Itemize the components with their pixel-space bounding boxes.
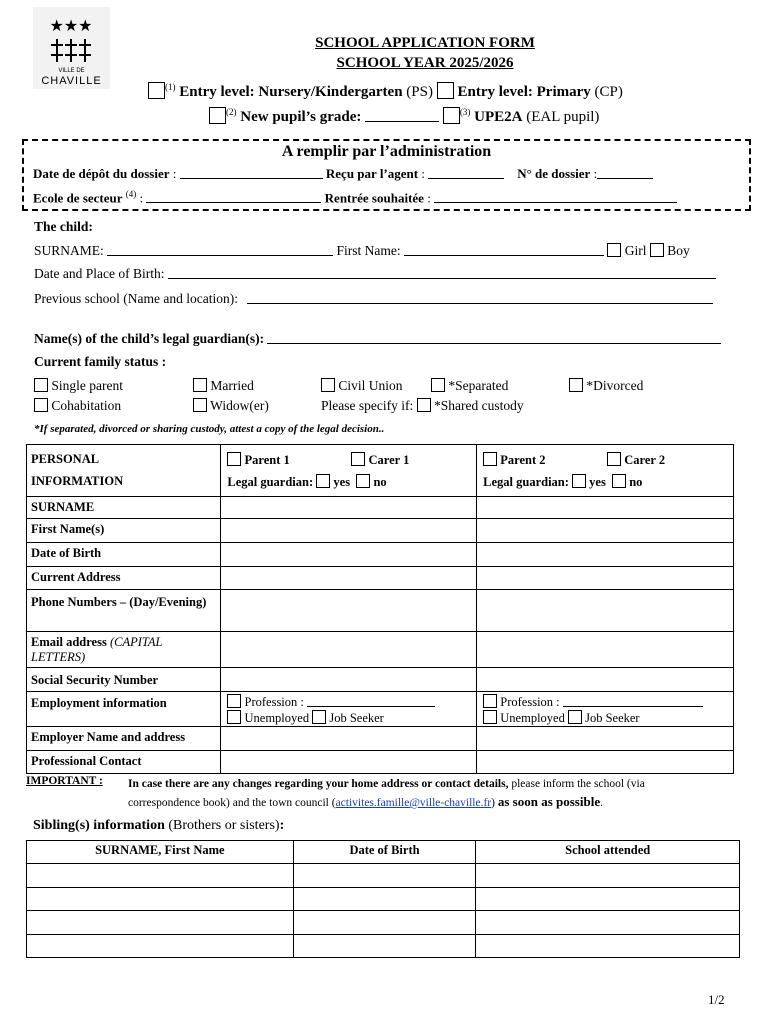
parent1-job-seeker-checkbox[interactable] [312,710,326,724]
carer2-label: Carer 2 [624,453,666,467]
married-label: Married [210,378,254,393]
numero-field[interactable] [597,178,653,179]
table-row [27,692,734,727]
footnote-4: (4) [125,189,137,199]
parent1-email-cell[interactable] [221,632,477,668]
parent2-first-names-cell[interactable] [477,519,734,543]
parent1-employer-cell[interactable] [221,727,477,751]
parent2-ssn-cell[interactable] [477,668,734,692]
divorced-label: *Divorced [586,378,644,393]
parent2-header [477,445,734,497]
civil-union-checkbox[interactable] [321,378,335,392]
boy-checkbox[interactable] [650,243,664,257]
child-name-row [34,243,690,259]
important-text3: ) [491,797,495,809]
footnote-2: (2) [226,107,237,117]
important-bold: In case there are any changes regarding your home address or contact details, [128,778,509,790]
entry-primary-label: Primary [536,84,591,100]
row-label-phones: Phone Numbers – (Day/Evening) [27,590,221,632]
legal-guardian-label: Legal guardian: [483,475,569,489]
yes-label: yes [333,475,351,489]
child-surname-label: SURNAME: [34,243,104,258]
parent2-employment-cell [477,692,734,727]
table-row [27,864,740,888]
parent1-contact-cell[interactable] [221,751,477,774]
new-pupil-checkbox[interactable] [209,107,226,124]
family-status-heading: Current family status : [34,354,167,369]
shared-custody-label: *Shared custody [433,398,524,413]
table-row [27,668,734,692]
logo-line1: VILLE DE [58,68,85,74]
status-widow [193,398,269,414]
entry-primary-prefix: Entry level: [457,84,537,100]
admin-box [22,139,751,211]
personal-info-table [26,444,734,774]
row-label-email [27,632,221,668]
siblings-table [26,840,740,958]
col-dob-header: Date of Birth [293,841,476,864]
carer1-checkbox[interactable] [351,452,365,466]
status-married [193,378,254,394]
email-note: (CAPITAL LETTERS) [31,635,163,664]
profession-label: Profession : [500,695,560,709]
table-row [27,632,734,668]
child-surname-field[interactable] [107,255,333,256]
boy-label: Boy [667,243,690,258]
single-parent-label: Single parent [51,378,123,393]
parent1-employment-cell [221,692,477,727]
entry-nursery-suffix: (PS) [402,84,433,100]
parent2-yes-checkbox[interactable] [572,474,586,488]
table-row [27,911,740,935]
sibling1-dob-cell[interactable] [293,864,476,888]
carer2-checkbox[interactable] [607,452,621,466]
parent2-phones-cell[interactable] [477,590,734,632]
custody-note: *If separated, divorced or sharing custody, attest a copy of the legal decision.. [34,423,385,435]
widow-checkbox[interactable] [193,398,207,412]
parent2-email-cell[interactable] [477,632,734,668]
carer2-group [607,452,665,468]
new-pupil-label: New pupil’s grade: [240,109,366,125]
row-label-surname: SURNAME [27,497,221,519]
entry-level-line [148,82,623,101]
admin-heading: A remplir par l’administration [281,143,492,160]
row-label-dob: Date of Birth [27,543,221,567]
email-label: Email address [31,635,107,649]
row-label-employer: Employer Name and address [27,727,221,751]
table-row [27,519,734,543]
footnote-1: (1) [165,82,176,92]
upe2a-suffix: (EAL pupil) [522,109,600,125]
personal-header-cell [27,445,221,497]
child-dob-field[interactable] [168,278,716,279]
contact-email-link[interactable]: activites.famille@ville-chaville.fr [335,797,492,809]
parent2-address-cell[interactable] [477,567,734,590]
parent1-yes-checkbox[interactable] [316,474,330,488]
parent2-surname-cell[interactable] [477,497,734,519]
widow-label: Widow(er) [210,398,269,413]
table-row [27,935,740,958]
parent1-label: Parent 1 [244,453,290,467]
parent2-unemployed-checkbox[interactable] [483,710,497,724]
nursery-checkbox[interactable] [148,82,165,99]
page-number: 1/2 [708,992,725,1007]
row-label-contact: Professional Contact [27,751,221,774]
entry-nursery-prefix: Entry level: [179,84,259,100]
job-seeker-label: Job Seeker [329,711,384,725]
rentree-field[interactable] [434,202,677,203]
sibling4-name-cell[interactable] [27,935,294,958]
row-label-employment: Employment information [27,692,221,727]
upe2a-checkbox[interactable] [443,107,460,124]
sibling1-school-cell[interactable] [476,864,740,888]
ecole-colon: : [139,190,144,206]
divorced-checkbox[interactable] [569,378,583,392]
shared-custody-checkbox[interactable] [417,398,431,412]
parent1-checkbox[interactable] [227,452,241,466]
siblings-heading-normal: (Brothers or sisters) [164,818,280,833]
previous-school-field[interactable] [247,303,713,304]
status-divorced [569,378,643,394]
specify-label: Please specify if: [321,398,414,413]
guardians-row [34,331,721,347]
parent1-ssn-cell[interactable] [221,668,477,692]
important-period: . [600,797,603,809]
parent2-contact-cell[interactable] [477,751,734,774]
personal-header-1: PERSONAL [31,452,100,466]
parent2-job-seeker-checkbox[interactable] [568,710,582,724]
sibling2-school-cell[interactable] [476,888,740,911]
parent2-profession-checkbox[interactable] [483,694,497,708]
profession-label: Profession : [244,695,304,709]
ecole-label: Ecole de secteur [33,190,123,206]
girl-label: Girl [624,243,647,258]
depot-label: Date de dépôt du dossier [33,166,170,181]
guardians-label: Name(s) of the child’s legal guardian(s): [34,331,265,346]
recu-colon: : [421,166,425,181]
important-label: IMPORTANT : [26,775,103,787]
job-seeker-label: Job Seeker [585,711,640,725]
table-row [27,727,734,751]
guardians-field[interactable] [267,343,721,344]
grade-field[interactable] [365,121,439,122]
parent1-profession-field[interactable] [307,706,435,707]
siblings-heading [33,818,284,834]
yes-label: yes [589,475,606,489]
parent2-profession-field[interactable] [563,706,703,707]
depot-colon: : [172,166,177,181]
parent1-group [227,452,289,468]
table-row [27,751,734,774]
table-row [27,497,734,519]
parent1-header [221,445,477,497]
rentree-colon: : [427,190,431,206]
entry-nursery-label: Nursery/Kindergarten [258,84,403,100]
parent1-first-names-cell[interactable] [221,519,477,543]
sibling4-school-cell[interactable] [476,935,740,958]
sibling3-dob-cell[interactable] [293,911,476,935]
parent2-group [483,452,545,468]
status-civil [321,378,403,394]
row-label-ssn: Social Security Number [27,668,221,692]
child-previous-row [34,291,713,307]
depot-field[interactable] [180,178,323,179]
sibling2-name-cell[interactable] [27,888,294,911]
table-row [27,888,740,911]
status-cohab [34,398,121,414]
girl-checkbox[interactable] [607,243,621,257]
siblings-heading-bold: Sibling(s) information [33,818,165,833]
parent1-profession-checkbox[interactable] [227,694,241,708]
important-asap: as soon as possible [497,794,601,809]
recu-label: Reçu par l’agent [325,166,419,181]
parent2-label: Parent 2 [500,453,546,467]
child-dob-label: Date and Place of Birth: [34,266,165,281]
sibling2-dob-cell[interactable] [293,888,476,911]
recu-field[interactable] [428,178,504,179]
primary-checkbox[interactable] [437,82,454,99]
unemployed-label: Unemployed [500,711,565,725]
cohabitation-label: Cohabitation [51,398,122,413]
col-school-header: School attended [476,841,740,864]
form-title: SCHOOL APPLICATION FORM [315,35,535,51]
no-label: no [629,475,643,489]
married-checkbox[interactable] [193,378,207,392]
sibling1-name-cell[interactable] [27,864,294,888]
child-first-name-label: First Name: [336,243,401,258]
parent1-legal-guardian [227,474,470,490]
separated-label: *Separated [448,378,509,393]
civil-union-label: Civil Union [338,378,403,393]
logo-line2: CHAVILLE [41,75,102,87]
child-heading: The child: [34,219,93,234]
parent1-address-cell[interactable] [221,567,477,590]
rentree-label: Rentrée souhaitée [324,190,424,206]
sibling3-school-cell[interactable] [476,911,740,935]
row-label-first-names: First Name(s) [27,519,221,543]
numero-label: N° de dossier [517,166,591,181]
upe2a-label: UPE2A [474,109,523,125]
siblings-header-row [27,841,740,864]
admin-row-1 [33,166,653,182]
siblings-heading-colon: : [279,818,285,833]
status-shared [321,398,524,414]
table-row [27,567,734,590]
grade-line [209,107,599,126]
parent2-dob-cell[interactable] [477,543,734,567]
footnote-3: (3) [459,107,471,117]
legal-guardian-label: Legal guardian: [227,475,314,489]
important-text [128,775,738,812]
single-parent-checkbox[interactable] [34,378,48,392]
separated-checkbox[interactable] [431,378,445,392]
no-label: no [373,475,387,489]
table-row [27,543,734,567]
admin-row-2 [33,189,677,206]
important-text1: please inform the school (via [508,778,645,790]
child-first-name-field[interactable] [404,255,604,256]
cohabitation-checkbox[interactable] [34,398,48,412]
numero-colon: : [593,166,598,181]
parent1-no-checkbox[interactable] [356,474,370,488]
important-text2: correspondence book) and the town council ( [128,797,336,809]
parent2-no-checkbox[interactable] [612,474,626,488]
parent1-surname-cell[interactable] [221,497,477,519]
child-dob-row [34,266,716,282]
school-year: SCHOOL YEAR 2025/2026 [336,55,514,71]
parent1-phones-cell[interactable] [221,590,477,632]
status-single [34,378,123,394]
parent1-unemployed-checkbox[interactable] [227,710,241,724]
sibling3-name-cell[interactable] [27,911,294,935]
parent2-checkbox[interactable] [483,452,497,466]
previous-school-label: Previous school (Name and location): [34,291,238,306]
col-name-header: SURNAME, First Name [27,841,294,864]
table-row [27,590,734,632]
carer1-label: Carer 1 [368,453,410,467]
ecole-field[interactable] [146,202,321,203]
unemployed-label: Unemployed [244,711,310,725]
parent2-legal-guardian [483,474,727,490]
parent2-employer-cell[interactable] [477,727,734,751]
entry-primary-suffix: (CP) [590,84,623,100]
personal-header-row [27,445,734,497]
carer1-group [351,452,409,468]
row-label-address: Current Address [27,567,221,590]
personal-header-2: INFORMATION [31,474,124,488]
sibling4-dob-cell[interactable] [293,935,476,958]
svg-text:★★★: ★★★ [49,16,93,35]
parent1-dob-cell[interactable] [221,543,477,567]
status-separated [431,378,508,394]
